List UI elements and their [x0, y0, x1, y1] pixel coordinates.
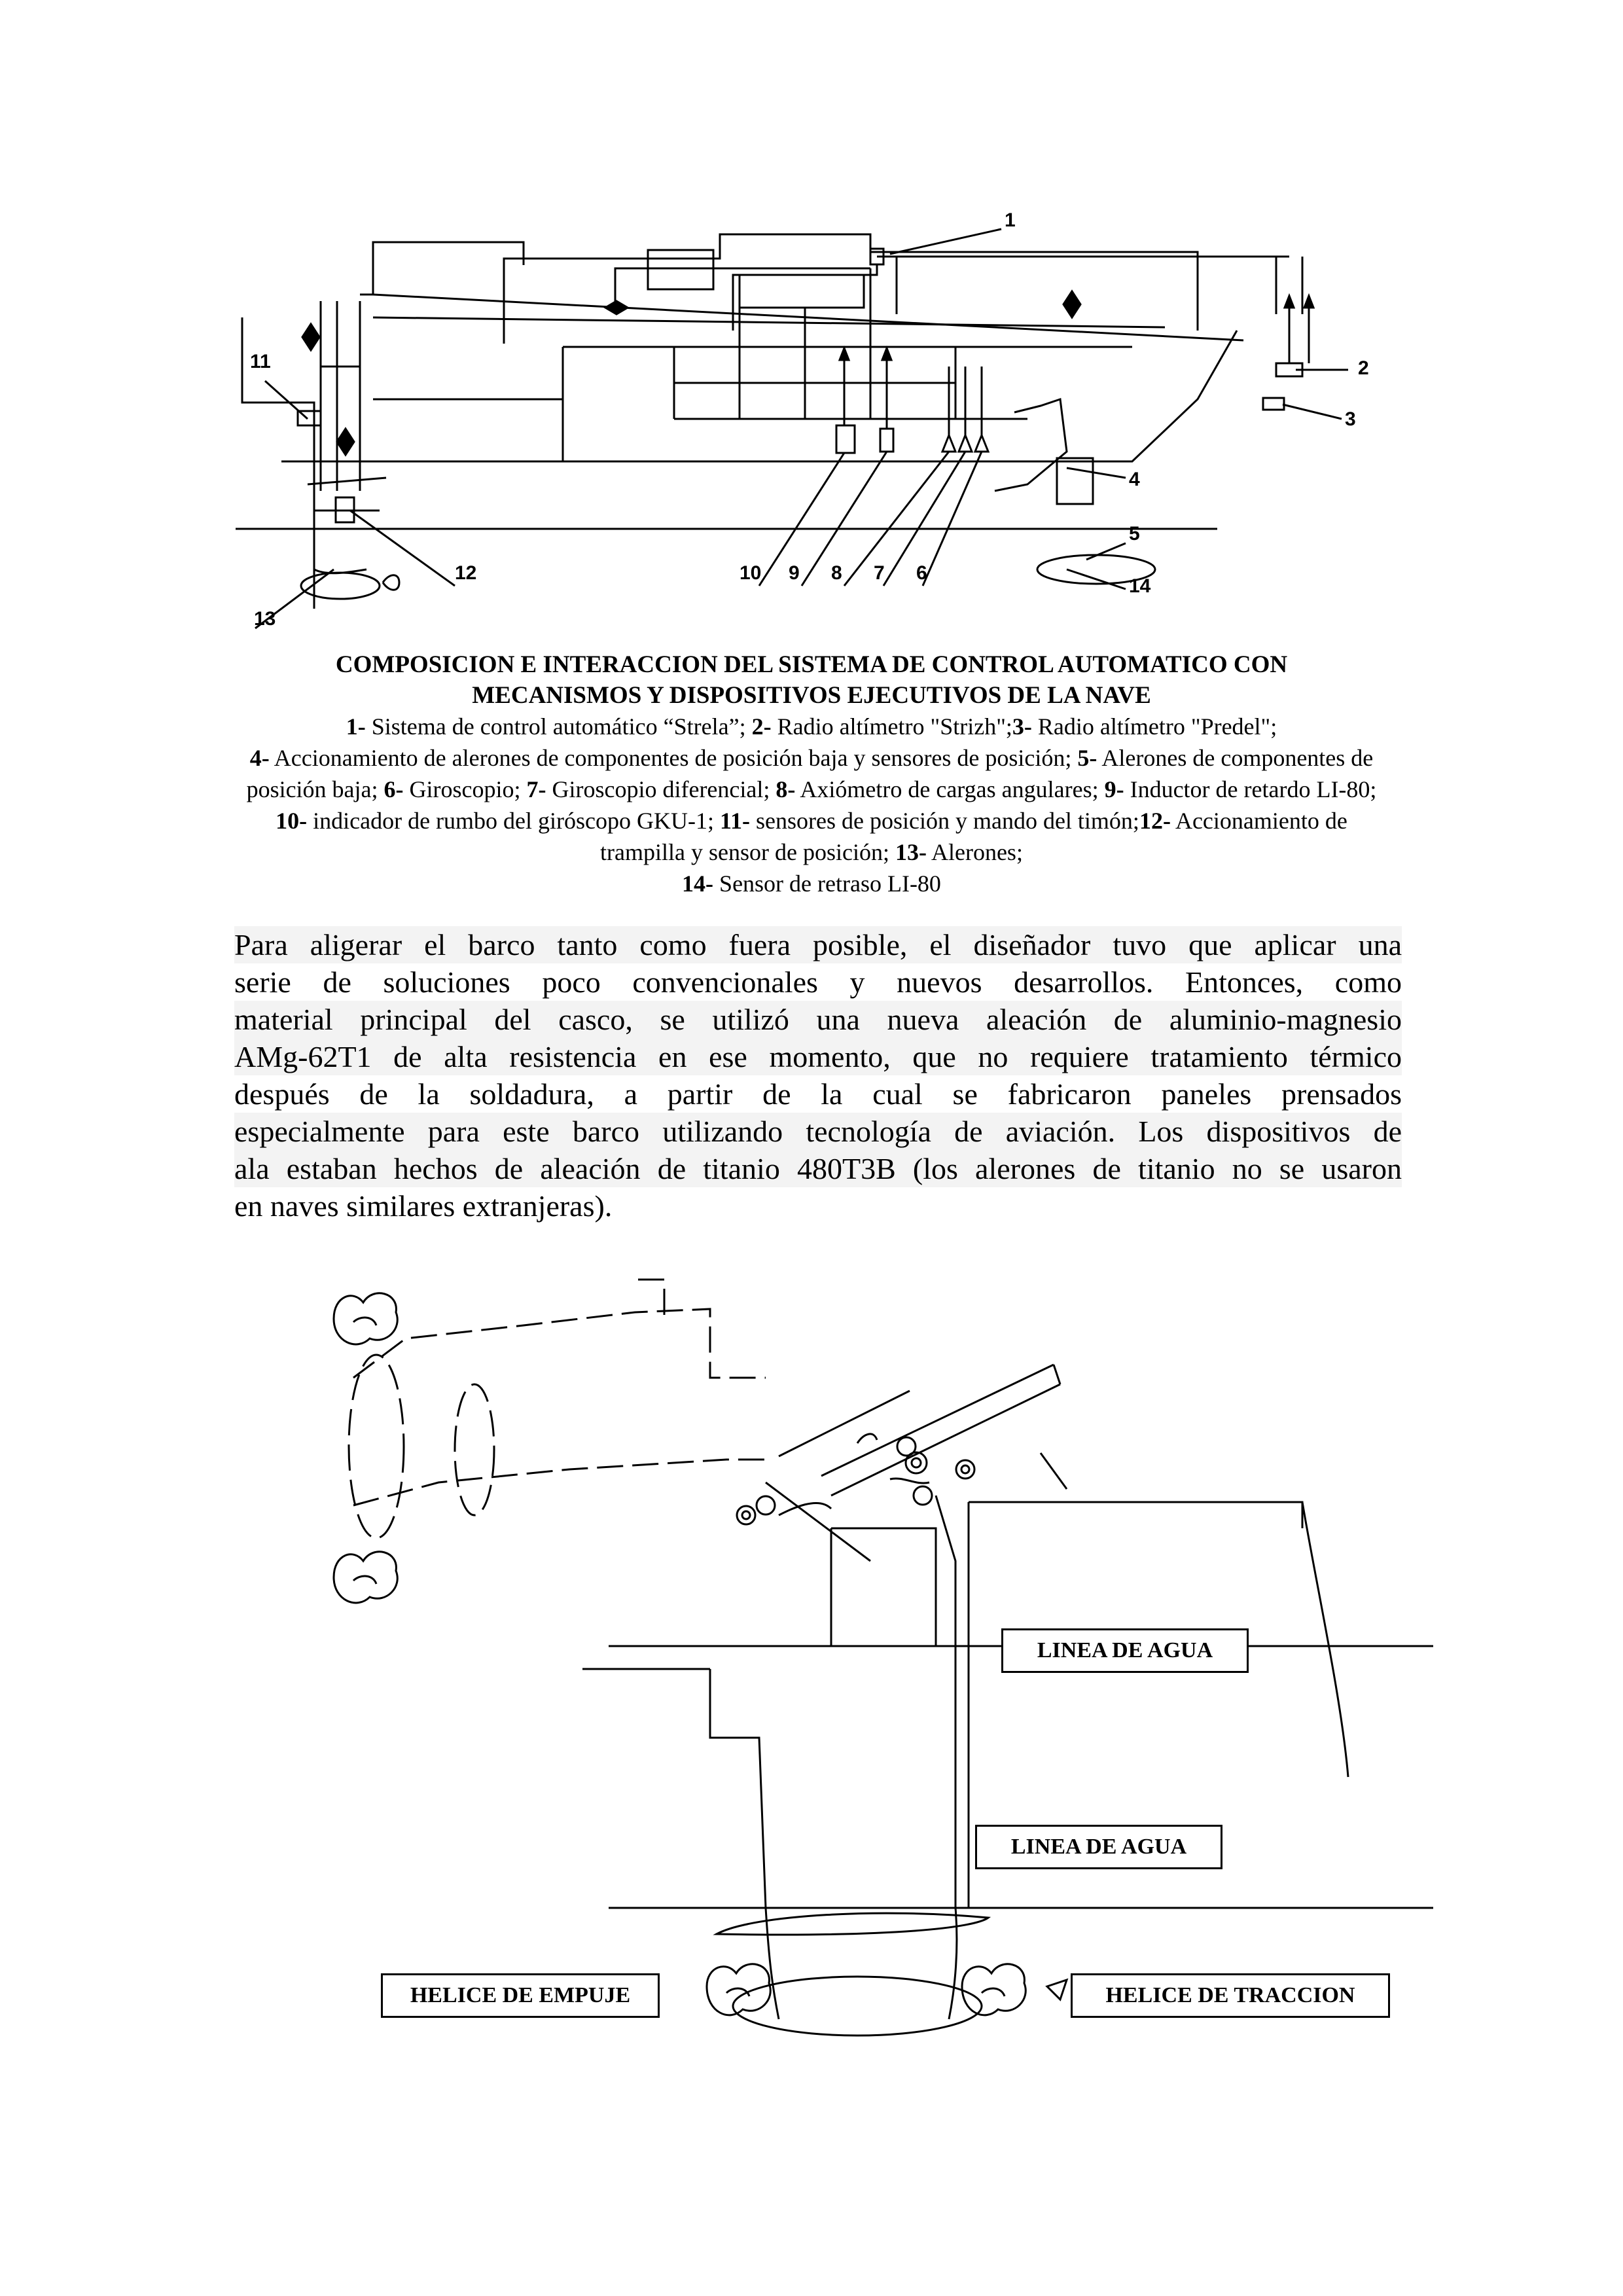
diamond-marker: [302, 324, 319, 350]
label-push-propeller: HELICE DE EMPUJE: [381, 1973, 660, 2018]
legend-num: 6-: [383, 776, 404, 802]
legend-num: 14-: [682, 870, 714, 897]
legend-num: 3-: [1012, 713, 1032, 740]
caption-title-line-2: MECANISMOS Y DISPOSITIVOS EJECUTIVOS DE LA NAVE: [472, 682, 1151, 709]
paragraph-line: después de la soldadura, a partir de la cual se fabricaron paneles prensados: [234, 1077, 1402, 1111]
legend-num: 11-: [720, 808, 751, 834]
legend-num: 10-: [276, 808, 308, 834]
callout-2: 2: [1358, 357, 1369, 379]
label-waterline-lower: LINEA DE AGUA: [975, 1825, 1222, 1869]
callout-6: 6: [916, 562, 927, 584]
paragraph-line: especialmente para este barco utilizando tecnología de aviación. Los dispositivos de: [234, 1113, 1402, 1150]
legend-num: 12-: [1139, 808, 1171, 834]
legend-text: Giroscopio;: [403, 776, 527, 802]
push-propeller: [707, 1964, 770, 2015]
callout-13: 13: [254, 608, 276, 630]
propeller-raised-top: [334, 1293, 397, 1344]
callout-12: 12: [455, 562, 477, 584]
callout-1: 1: [1005, 209, 1016, 231]
legend-num: 7-: [526, 776, 546, 802]
legend-text: Alerones de componentes de posición baja;: [246, 745, 1374, 802]
callout-3: 3: [1345, 408, 1356, 430]
paragraph-line: Para aligerar el barco tanto como fuera posible, el diseñador tuvo que aplicar una: [234, 926, 1402, 963]
legend-num: 1-: [346, 713, 366, 740]
label-waterline-upper: LINEA DE AGUA: [1001, 1628, 1249, 1673]
label-pull-propeller: HELICE DE TRACCION: [1071, 1973, 1390, 2018]
legend-text: Sistema de control automático “Strela”;: [365, 713, 752, 740]
pivot-mechanism: [737, 1365, 1067, 1561]
sensor-9: [880, 429, 893, 452]
pull-propeller: [962, 1964, 1067, 2015]
legend-text: Accionamiento de trampilla y sensor de posición;: [600, 808, 1347, 865]
legend-num: 8-: [776, 776, 796, 802]
callout-4: 4: [1129, 469, 1140, 490]
legend-num: 5-: [1077, 745, 1097, 771]
legend-text: Giroscopio diferencial;: [546, 776, 776, 802]
body-paragraph: [234, 926, 1402, 1225]
legend-text: sensores de posición y mando del timón;: [750, 808, 1139, 834]
legend-text: Axiómetro de cargas angulares;: [795, 776, 1105, 802]
callout-9: 9: [789, 562, 800, 584]
legend-num: 13-: [895, 839, 927, 865]
legend-text: Radio altímetro "Strizh";: [771, 713, 1012, 740]
gyro-8: [942, 435, 955, 452]
caption-legend: [236, 711, 1387, 899]
paragraph-line: serie de soluciones poco convencionales y nuevos desarrollos. Entonces, como: [234, 965, 1402, 999]
hull-bottom: [563, 331, 1237, 461]
strut-and-hull: [710, 1496, 1348, 2019]
callout-10: 10: [740, 562, 762, 584]
control-system-diagram: [216, 203, 1369, 635]
legend-num: 4-: [249, 745, 270, 771]
paragraph-line: en naves similares extranjeras).: [234, 1189, 613, 1223]
callout-11: 11: [250, 351, 271, 372]
diamond-marker: [605, 301, 628, 314]
gyro-7: [959, 435, 972, 452]
paragraph-line: material principal del casco, se utilizó una nueva aleación de aluminio-magnesio: [234, 1001, 1402, 1038]
legend-text: Alerones;: [926, 839, 1023, 865]
callout-7: 7: [874, 562, 885, 584]
raised-position-outline: [349, 1280, 766, 1538]
legend-text: Inductor de retardo LI-80;: [1124, 776, 1377, 802]
legend-text: Accionamiento de alerones de componentes de posición baja y sensores de posición;: [269, 745, 1078, 771]
paragraph-line: AMg-62T1 de alta resistencia en ese momento, que no requiere tratamiento térmico: [234, 1038, 1402, 1075]
legend-text: Radio altímetro "Predel";: [1031, 713, 1277, 740]
legend-num: 9-: [1104, 776, 1124, 802]
stern-propeller: [383, 575, 399, 590]
lower-foil: [717, 1913, 988, 1935]
paragraph-line: ala estaban hechos de aleación de titanio 480T3B (los alerones de titanio no se usaron: [234, 1150, 1402, 1187]
legend-text: indicador de rumbo del giróscopo GKU-1;: [307, 808, 720, 834]
foil-mechanism-diagram: [308, 1280, 1433, 2124]
callout-8: 8: [831, 562, 842, 584]
diamond-marker: [337, 429, 354, 455]
gyro-6: [975, 435, 988, 452]
legend-num: 2-: [751, 713, 772, 740]
bow-pod: [1057, 458, 1093, 504]
diamond-marker: [1063, 291, 1080, 317]
figure-caption: [236, 649, 1387, 899]
caption-title-line-1: COMPOSICION E INTERACCION DEL SISTEMA DE CONTROL AUTOMATICO CON: [335, 651, 1288, 678]
callout-14: 14: [1129, 575, 1151, 597]
sensor-3: [1263, 398, 1284, 410]
sensor-10: [836, 425, 855, 453]
propeller-raised-bottom: [334, 1552, 397, 1603]
legend-text: Sensor de retraso LI-80: [713, 870, 941, 897]
callout-5: 5: [1129, 523, 1140, 545]
